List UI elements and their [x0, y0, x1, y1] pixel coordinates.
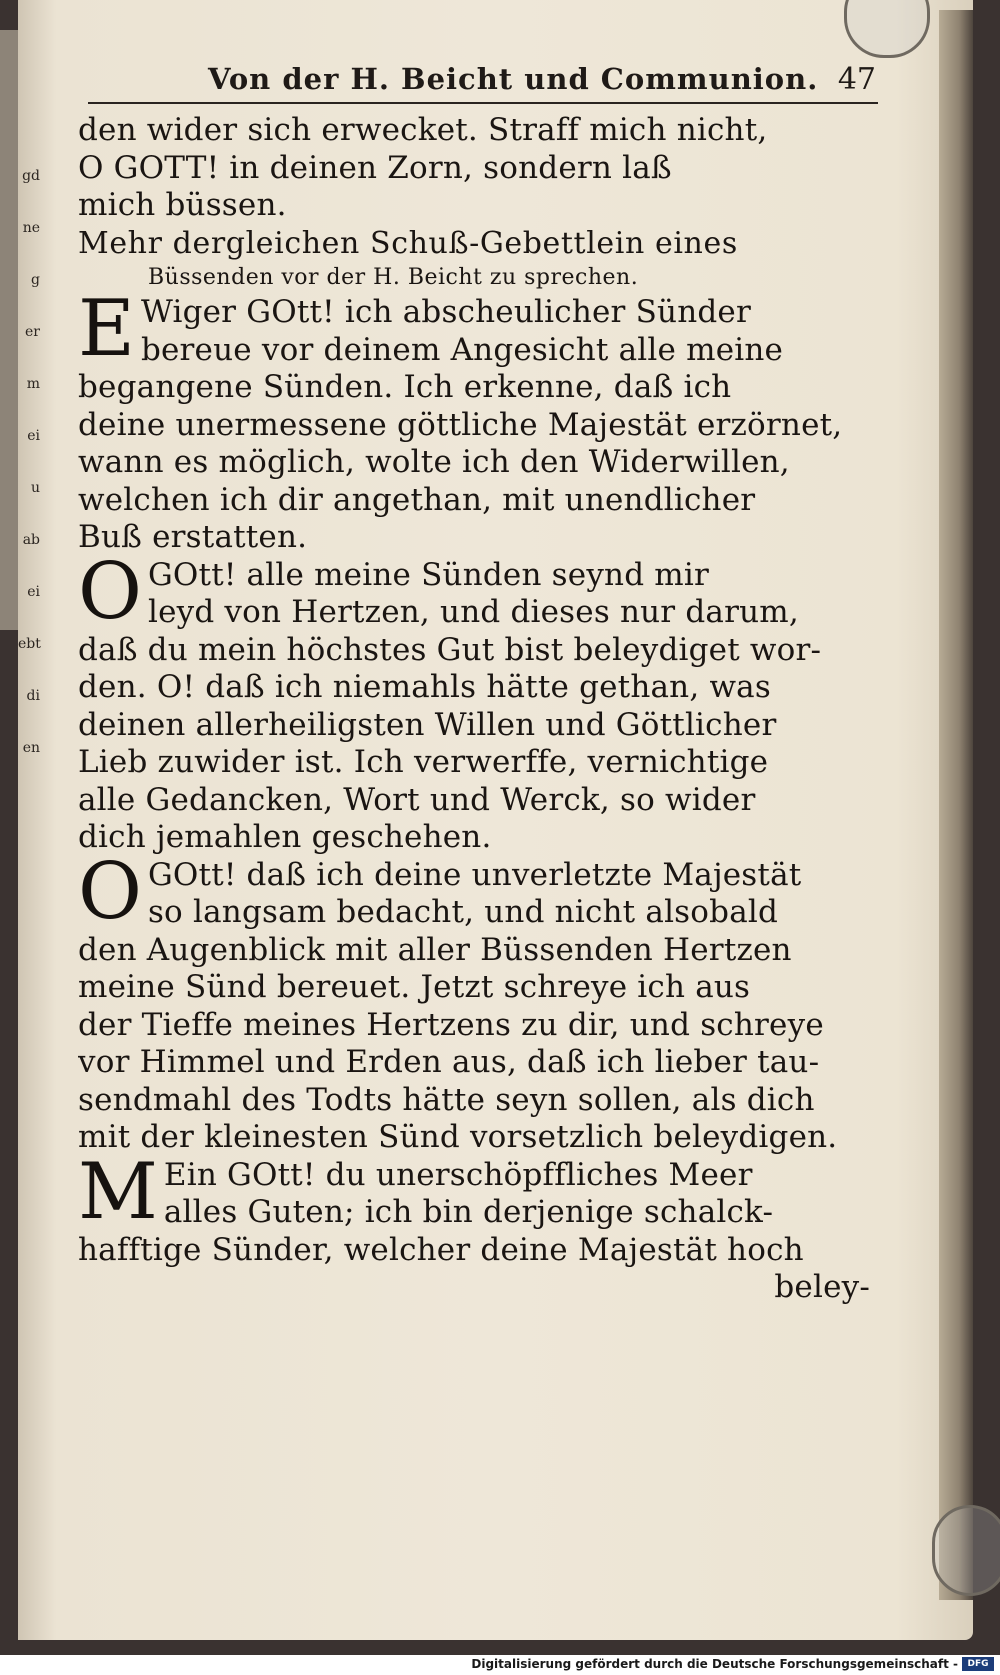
text-line: hafftige Sünder, welcher deine Majestät hoch [78, 1231, 804, 1268]
text-line: den. O! daß ich niemahls hätte gethan, was [78, 669, 771, 705]
text-line: O GOTT! in deinen Zorn, sondern laß [78, 149, 672, 186]
text-line: Lieb zuwider ist. Ich verwerffe, vernichtige [78, 744, 769, 780]
text-line: mich büssen. [78, 187, 287, 223]
text-line: mit der kleinesten Sünd vorsetzlich beleydigen. [78, 1119, 838, 1155]
text-line: GOtt! daß ich deine unverletzte Majestät [147, 856, 802, 893]
page-edge-shadow [939, 10, 973, 1600]
text-line: vor Himmel und Erden aus, daß ich lieber tau- [78, 1044, 820, 1080]
body-text [78, 112, 878, 1307]
previous-page-margin-text [18, 150, 40, 774]
page-number: 47 [837, 62, 876, 97]
margin-fragment: ei [27, 428, 40, 444]
drop-initial: M [78, 1156, 158, 1237]
text-line: deinen allerheiligsten Willen und Göttlicher [78, 706, 777, 743]
text-line: Buß erstatten. [78, 519, 308, 555]
text-line: der Tieffe meines Hertzens zu dir, und schreye [78, 1006, 824, 1043]
margin-fragment: en [22, 740, 40, 756]
text-line: daß du mein höchstes Gut bist beleydiget wor- [78, 631, 822, 668]
text-line: bereue vor deinem Angesicht alle meine [140, 331, 784, 368]
text-line: so langsam bedacht, und nicht alsobald [147, 894, 779, 930]
text-line: wann es möglich, wolte ich den Widerwillen, [78, 444, 790, 480]
margin-fragment: ne [22, 220, 40, 236]
drop-initial: O [78, 556, 142, 637]
text-line: dich jemahlen geschehen. [78, 819, 492, 855]
paragraph-1 [78, 294, 878, 557]
digitization-footer [0, 1655, 1000, 1675]
text-line: welchen ich dir angethan, mit unendlicher [78, 481, 756, 518]
page-header [88, 58, 878, 104]
margin-fragment: er [25, 324, 40, 340]
margin-fragment: ei [27, 584, 40, 600]
margin-fragment: g [31, 272, 40, 288]
drop-initial: O [78, 856, 142, 937]
text-line: sendmahl des Todts hätte seyn sollen, als dich [78, 1081, 815, 1118]
dfg-logo: DFG [962, 1657, 994, 1671]
page-clip-bottom [932, 1505, 1000, 1596]
text-line: alles Guten; ich bin derjenige schalck- [163, 1194, 774, 1230]
text-line: begangene Sünden. Ich erkenne, daß ich [78, 369, 732, 405]
margin-fragment: ebt [18, 636, 41, 652]
text-line: meine Sünd bereuet. Jetzt schreye ich aus [78, 969, 751, 1005]
text-line: GOtt! alle meine Sünden seynd mir [147, 556, 710, 593]
text-line: Ein GOtt! du unerschöpffliches Meer [163, 1156, 753, 1193]
margin-fragment: u [30, 480, 40, 496]
margin-fragment: gd [22, 168, 40, 184]
margin-fragment: m [26, 376, 40, 392]
text-line: den wider sich erwecket. Straff mich nicht, [78, 112, 768, 148]
margin-fragment: ab [22, 532, 40, 548]
section-subheading: Büssenden vor der H. Beicht zu sprechen. [148, 265, 639, 290]
text-line: deine unermessene göttliche Majestät erzörnet, [78, 406, 843, 443]
drop-initial: E [78, 294, 135, 374]
running-head: Von der H. Beicht und Communion. [208, 62, 819, 96]
margin-fragment: di [26, 688, 40, 704]
paragraph-3 [78, 857, 878, 1157]
catchword: beley- [774, 1269, 870, 1305]
paragraph-2 [78, 557, 878, 857]
text-line: den Augenblick mit aller Büssenden Hertzen [78, 931, 792, 968]
text-line: leyd von Hertzen, und dieses nur darum, [147, 594, 799, 630]
funding-notice: Digitalisierung gefördert durch die Deutsche Forschungsgemeinschaft - [471, 1657, 958, 1671]
text-line: Wiger GOtt! ich abscheulicher Sünder [140, 294, 751, 330]
section-heading: Mehr dergleichen Schuß-Gebettlein eines [78, 225, 738, 261]
text-line: alle Gedancken, Wort und Werck, so wider [78, 781, 756, 818]
paragraph-4 [78, 1157, 878, 1270]
